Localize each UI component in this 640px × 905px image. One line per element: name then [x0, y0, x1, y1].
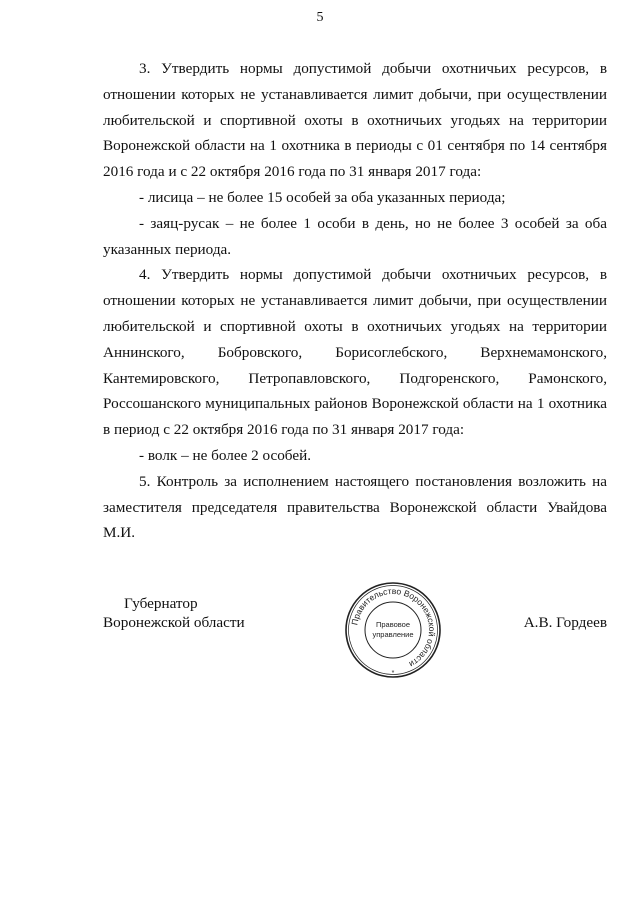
- signatory-position: Губернатор: [124, 595, 198, 612]
- signatory-title: [103, 594, 245, 632]
- page-number: 5: [316, 10, 324, 25]
- stamp-inner-line-2: управление: [372, 630, 414, 639]
- official-seal-stamp: [343, 580, 443, 680]
- list-item-hare: - заяц-русак – не более 1 особи в день, но не более 3 особей за оба указанных периода.: [103, 214, 607, 258]
- stamp-star-icon: *: [391, 670, 395, 677]
- stamp-outer-text: Правительство Воронежской области: [349, 585, 438, 670]
- paragraph-item-5: 5. Контроль за исполнением настоящего постановления возложить на заместителя председателя правительства Воронежской области Увайдова М.И.: [103, 472, 607, 542]
- paragraph-item-4: 4. Утвердить нормы допустимой добычи охотничьих ресурсов, в отношении которых не устанавливается лимит добычи, при осуществлении любительской и спортивной охоты в охотничьих угодьях на территории Аннинского, Бобровского, Борисоглебского, Верхнемамонского, Кантемировского, Петропавловского, Подгоренского, Рамонского, Россошанского муниципальных районов Воронежской области на 1 охотника в период с 22 октября 2016 года по 31 января 2017 года:: [103, 266, 607, 439]
- list-item-fox: - лисица – не более 15 особей за оба указанных периода;: [139, 188, 506, 206]
- signatory-name: А.В. Гордеев: [523, 614, 607, 631]
- signatory-region: Воронежской области: [103, 614, 245, 631]
- document-body: [103, 56, 607, 546]
- list-item-wolf: - волк – не более 2 особей.: [139, 446, 311, 464]
- paragraph-item-3: 3. Утвердить нормы допустимой добычи охотничьих ресурсов, в отношении которых не устанавливается лимит добычи, при осуществлении любительской и спортивной охоты в охотничьих угодьях на территории Воронежской области на 1 охотника в периоды с 01 сентября по 14 сентября 2016 года и с 22 октября 2016 года по 31 января 2017 года:: [103, 60, 607, 181]
- stamp-inner-line-1: Правовое: [375, 620, 411, 629]
- signature-block: [103, 585, 607, 684]
